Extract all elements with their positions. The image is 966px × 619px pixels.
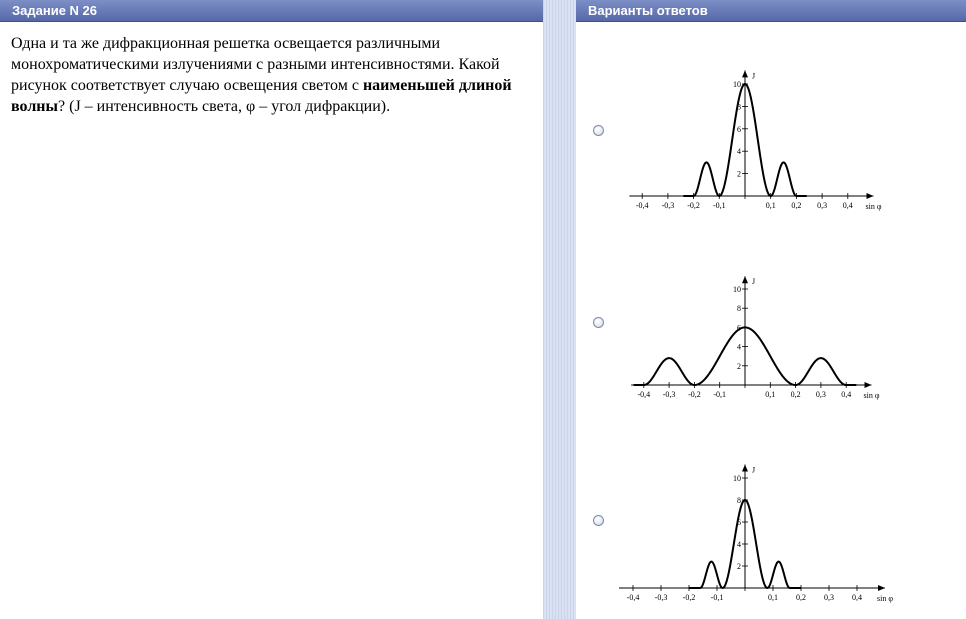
- x-tick-label: -0,2: [682, 593, 696, 602]
- x-tick-label: 0,4: [852, 593, 862, 602]
- task-header: Задание N 26: [0, 0, 543, 22]
- x-tick-label: -0,2: [688, 390, 701, 399]
- answers-header: Варианты ответов: [576, 0, 966, 22]
- y-axis-label: J: [752, 465, 756, 475]
- x-tick-label: 0,4: [841, 390, 852, 399]
- question-part1: Одна и та же дифракционная решетка освещается различными монохроматическими излучениями с разными интенсивностями. Какой рисунок соответствует случаю освещения светом с: [11, 35, 500, 94]
- answer-radio-3[interactable]: [593, 515, 604, 526]
- x-tick-label: 0,1: [765, 201, 776, 210]
- x-tick-label: 0,3: [817, 201, 828, 210]
- x-tick-label: 0,1: [765, 390, 776, 399]
- y-tick-label: 10: [733, 474, 741, 483]
- x-tick-label: -0,4: [637, 390, 651, 399]
- x-tick-label: 0,2: [791, 201, 802, 210]
- y-tick-label: 8: [737, 102, 741, 112]
- question-part2: ? (J – интенсивность света, φ – угол дифракции).: [58, 98, 391, 115]
- x-tick-label: 0,2: [790, 390, 801, 399]
- y-tick-label: 10: [733, 80, 741, 89]
- question-bold: наименьшей длиной волны: [11, 77, 512, 115]
- x-axis-arrow: [867, 193, 874, 199]
- y-tick-label: 2: [737, 169, 741, 179]
- panel-divider: [543, 0, 576, 619]
- x-tick-label: -0,4: [635, 201, 649, 210]
- x-tick-label: -0,4: [626, 593, 640, 602]
- y-axis-label: J: [752, 71, 756, 81]
- y-tick-label: 10: [733, 285, 741, 294]
- y-tick-label: 8: [737, 304, 741, 314]
- x-axis-label: sin φ: [863, 391, 880, 400]
- y-tick-label: 6: [737, 124, 741, 134]
- y-tick-label: 2: [737, 361, 741, 371]
- y-tick-label: 6: [737, 518, 741, 527]
- y-tick-label: 4: [737, 540, 741, 549]
- x-tick-label: -0,1: [713, 390, 727, 399]
- answer-chart-3: [618, 432, 898, 612]
- x-tick-label: -0,1: [710, 593, 724, 602]
- x-axis-label: sin φ: [865, 202, 882, 211]
- x-tick-label: -0,3: [654, 593, 668, 602]
- y-tick-label: 4: [737, 147, 741, 157]
- y-tick-label: 8: [737, 496, 741, 505]
- x-tick-label: 0,3: [824, 593, 834, 602]
- x-tick-label: 0,4: [842, 201, 853, 210]
- y-axis-arrow: [742, 465, 748, 472]
- x-tick-label: -0,3: [661, 201, 675, 210]
- x-tick-label: 0,3: [815, 390, 826, 399]
- x-axis-arrow: [878, 585, 885, 591]
- x-tick-label: -0,1: [712, 201, 726, 210]
- question-text: [11, 33, 531, 117]
- x-tick-label: 0,2: [796, 593, 806, 602]
- y-tick-label: 4: [737, 342, 741, 352]
- answer-radio-1[interactable]: [593, 125, 604, 136]
- x-axis-arrow: [865, 382, 872, 388]
- x-tick-label: 0,1: [768, 593, 778, 602]
- y-axis-label: J: [752, 277, 756, 287]
- answer-radio-2[interactable]: [593, 317, 604, 328]
- y-tick-label: 6: [737, 323, 741, 333]
- x-tick-label: -0,2: [687, 201, 700, 210]
- y-tick-label: 2: [737, 562, 741, 571]
- y-axis-arrow: [742, 70, 748, 77]
- y-axis-arrow: [742, 276, 748, 283]
- x-tick-label: -0,3: [662, 390, 676, 399]
- answer-chart-1: [618, 52, 898, 222]
- x-axis-label: sin φ: [877, 594, 893, 603]
- answer-chart-2: [618, 240, 898, 410]
